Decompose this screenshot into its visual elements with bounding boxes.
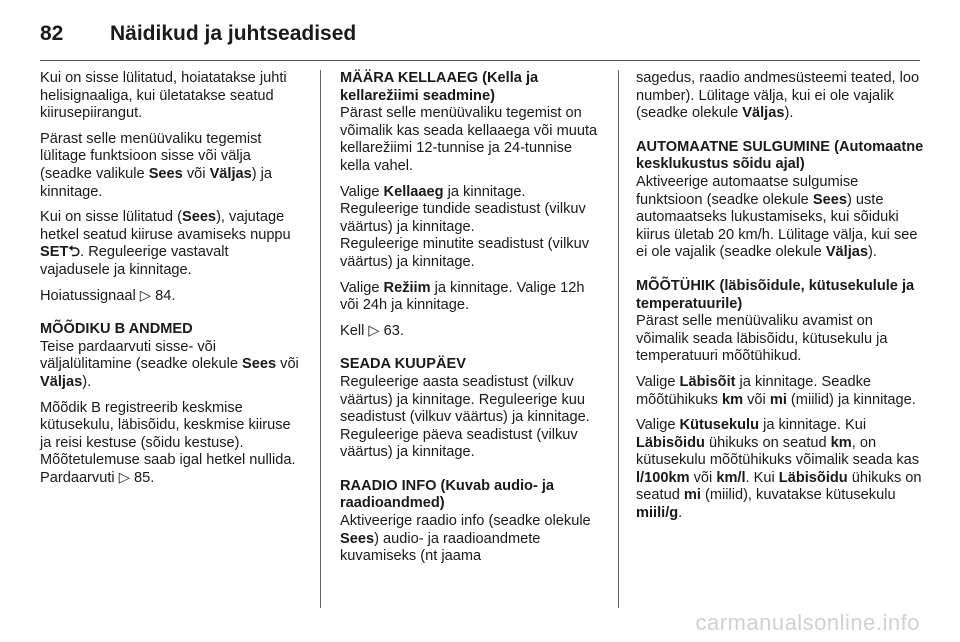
column-3 xyxy=(636,70,926,531)
page-header xyxy=(40,14,356,54)
column-2 xyxy=(340,70,606,574)
section-heading: MÕÕDIKU B ANDMED xyxy=(40,321,193,338)
paragraph: Reguleerige aasta seadistust (vilkuv väärtus) ja kinnitage. Reguleerige kuu seadistust (vilkuv väärtus) ja kinnitage. Reguleerige päeva seadistust (vilkuv väärtus) ja kinnitage. xyxy=(340,373,590,461)
paragraph: Valige Kütusekulu ja kinnitage. Kui Läbisõidu ühikuks on seatud km, on kütusekulu mõõtühikuks võimalik seada kas l/100km või km/l. Kui Läbisõidu ühikuks on seatud mi (miilid), kuvatakse kütusekulu miili/g. xyxy=(636,417,922,522)
section-heading: MÕÕTÜHIK (läbisõidule, kütusekulule ja temperatuurile) xyxy=(636,277,915,312)
triangle-icon: ▷ xyxy=(368,322,380,339)
paragraph: Valige Kellaaeg ja kinnitage. Reguleerige tundide seadistust (vilkuv väärtus) ja kinnitage. Reguleerige minutite seadistust (vilkuv väärtus) ja kinnitage. xyxy=(340,183,590,270)
paragraph: Valige Režiim ja kinnitage. Valige 12h või 24h ja kinnitage. xyxy=(340,279,585,314)
triangle-icon: ▷ xyxy=(118,469,130,486)
paragraph: Pärast selle menüüvaliku tegemist on võimalik kas seada kellaaega või muuta kellarežiimi 12-tunnise ja 24-tunnise kella vahel. xyxy=(340,105,598,174)
paragraph: Pärast selle menüüvaliku avamist on võimalik seada läbisõidu, kütusekulu ja temperatuuri mõõtühikud. xyxy=(636,313,888,365)
paragraph: Aktiveerige raadio info (seadke olekule Sees) audio- ja raadioandmete kuvamiseks (nt jaama xyxy=(340,513,591,565)
paragraph: sagedus, raadio andmesüsteemi teated, loo number). Lülitage välja, kui ei ole vajalik (seadke olekule Väljas). xyxy=(636,70,920,122)
column-1 xyxy=(40,70,302,495)
column-divider xyxy=(618,70,619,608)
triangle-icon: ▷ xyxy=(139,287,152,304)
paragraph: Mõõdik B registreerib keskmise kütusekulu, läbisõidu, keskmise kiiruse ja reisi kestuse (sõidu kestuse). Mõõtetulemuse saab igal hetkel nullida. Pardaarvuti ▷ 85. xyxy=(40,399,296,486)
paragraph: Hoiatussignaal ▷ 84. xyxy=(40,287,176,304)
paragraph: Valige Läbisõit ja kinnitage. Seadke mõõtühikuks km või mi (miilid) ja kinnitage. xyxy=(636,373,916,408)
section-heading: SEADA KUUPÄEV xyxy=(340,356,466,373)
paragraph: Kell ▷ 63. xyxy=(340,322,404,339)
return-icon: ⮌ xyxy=(68,244,81,261)
paragraph: Aktiveerige automaatse sulgumise funktsioon (seadke olekule Sees) uste automaatseks lukustamiseks, kui sõiduki kiirus ületab 20 km/h. Lülitage välja, kui see ei ole vajalik (seadke olekule Väljas). xyxy=(636,173,918,261)
column-divider xyxy=(320,70,321,608)
chapter-title: Näidikud ja juhtseadised xyxy=(110,22,357,45)
watermark: carmanualsonline.info xyxy=(695,610,920,635)
paragraph: Kui on sisse lülitatud (Sees), vajutage hetkel seatud kiiruse avamiseks nuppu SET⮌. Reguleerige vastavalt vajadusele ja kinnitage. xyxy=(40,209,291,278)
section-heading: RAADIO INFO (Kuvab audio- ja raadioandmed) xyxy=(340,477,555,512)
section-heading: MÄÄRA KELLAAEG (Kella ja kellarežiimi seadmine) xyxy=(340,70,539,104)
section-heading: AUTOMAATNE SULGUMINE (Automaatne kesklukustus sõidu ajal) xyxy=(636,138,924,173)
page-number: 82 xyxy=(40,22,64,45)
paragraph: Pärast selle menüüvaliku tegemist lülitage funktsioon sisse või välja (seadke valikule Sees või Väljas) ja kinnitage. xyxy=(40,130,273,200)
paragraph: Kui on sisse lülitatud, hoiatatakse juhti helisignaaliga, kui ületatakse seatud kiirusepiirangut. xyxy=(40,70,287,122)
header-rule xyxy=(40,60,920,61)
paragraph: Teise pardaarvuti sisse- või väljalülitamine (seadke olekule Sees või Väljas). xyxy=(40,338,299,390)
